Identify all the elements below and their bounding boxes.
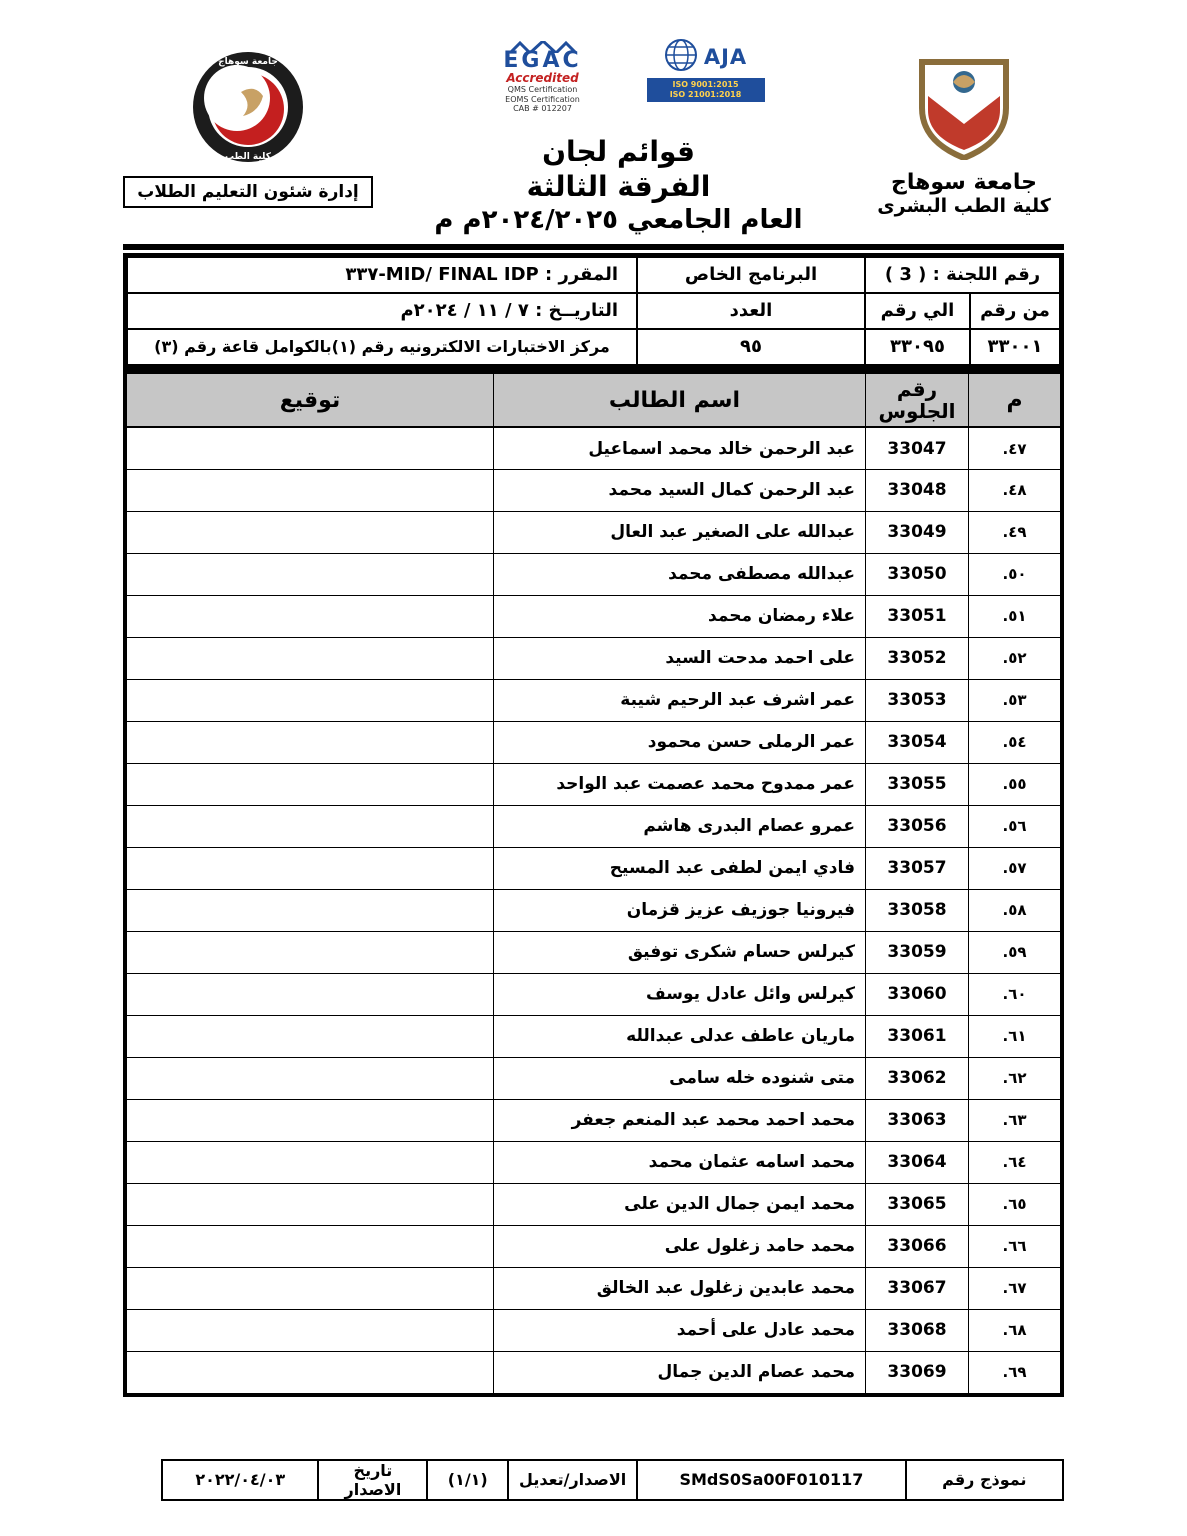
student-name-cell: عمر الرملى حسن محمود — [494, 721, 866, 763]
header-divider — [123, 244, 1064, 250]
aja-globe-icon — [664, 38, 698, 76]
table-row — [127, 553, 1061, 595]
committee-block — [123, 253, 1064, 1397]
from-value-cell: ٣٣٠٠١ — [970, 329, 1060, 365]
to-label-cell: الي رقم — [865, 293, 970, 329]
seat-number-cell: 33065 — [866, 1183, 969, 1225]
serial-cell: ٤٧. — [969, 427, 1061, 469]
svg-text:جامعة سوهاج: جامعة سوهاج — [218, 57, 278, 67]
seat-number-cell: 33050 — [866, 553, 969, 595]
table-row — [127, 637, 1061, 679]
table-row — [127, 511, 1061, 553]
signature-cell — [127, 469, 494, 511]
serial-cell: ٥٥. — [969, 763, 1061, 805]
table-row — [127, 1309, 1061, 1351]
serial-cell: ٦٧. — [969, 1267, 1061, 1309]
student-name-cell: كيرلس وائل عادل يوسف — [494, 973, 866, 1015]
signature-cell — [127, 1267, 494, 1309]
table-row — [127, 889, 1061, 931]
university-name: جامعة سوهاج — [891, 170, 1037, 195]
title-line3: العام الجامعي ٢٠٢٤/٢٠٢٥م م — [434, 205, 803, 235]
egac-line1: QMS Certification — [507, 85, 578, 95]
table-row — [127, 1351, 1061, 1393]
svg-text:كلية الطب: كلية الطب — [225, 152, 271, 162]
student-name-cell: فادي ايمن لطفى عبد المسيح — [494, 847, 866, 889]
table-row — [127, 679, 1061, 721]
signature-header: توقيع — [127, 373, 494, 427]
signature-cell — [127, 1015, 494, 1057]
aja-iso1: ISO 9001:2015 — [672, 80, 739, 89]
seat-number-cell: 33048 — [866, 469, 969, 511]
signature-cell — [127, 805, 494, 847]
signature-cell — [127, 1141, 494, 1183]
form-number-label: نموذج رقم — [906, 1460, 1063, 1500]
seat-number-cell: 33049 — [866, 511, 969, 553]
seat-number-cell: 33064 — [866, 1141, 969, 1183]
students-table-header — [127, 373, 1061, 427]
seat-header: رقم الجلوس — [866, 373, 969, 427]
seat-number-cell: 33054 — [866, 721, 969, 763]
signature-cell — [127, 1057, 494, 1099]
serial-cell: ٦٨. — [969, 1309, 1061, 1351]
admin-department-box: إدارة شئون التعليم الطلاب — [123, 176, 373, 208]
signature-cell — [127, 637, 494, 679]
signature-cell — [127, 1309, 494, 1351]
seat-number-cell: 33055 — [866, 763, 969, 805]
exam-date-cell: التاريــخ : ٧ / ١١ / ٢٠٢٤م — [127, 293, 637, 329]
program-cell: البرنامج الخاص — [637, 257, 865, 293]
student-name-cell: على احمد مدحت السيد — [494, 637, 866, 679]
count-label-cell: العدد — [637, 293, 865, 329]
faculty-crest-icon — [914, 145, 1014, 164]
signature-cell — [127, 721, 494, 763]
to-value-cell: ٣٣٠٩٥ — [865, 329, 970, 365]
egac-logo — [473, 38, 613, 114]
student-name-cell: عبد الرحمن خالد محمد اسماعيل — [494, 427, 866, 469]
serial-cell: ٥٨. — [969, 889, 1061, 931]
egac-word: EGAC — [503, 48, 582, 73]
seat-number-cell: 33051 — [866, 595, 969, 637]
student-name-cell: فيرونيا جوزيف عزيز قزمان — [494, 889, 866, 931]
issue-value: (١/١) — [427, 1460, 508, 1500]
table-row — [127, 1267, 1061, 1309]
issue-label: الاصدار/تعديل — [508, 1460, 637, 1500]
section-separator — [126, 366, 1061, 373]
count-value-cell: ٩٥ — [637, 329, 865, 365]
student-name-cell: محمد حامد زغلول على — [494, 1225, 866, 1267]
student-name-cell: محمد عادل على أحمد — [494, 1309, 866, 1351]
signature-cell — [127, 973, 494, 1015]
seat-number-cell: 33062 — [866, 1057, 969, 1099]
seat-number-cell: 33069 — [866, 1351, 969, 1393]
serial-cell: ٥٩. — [969, 931, 1061, 973]
egac-line2: EOMS Certification — [505, 94, 580, 104]
form-number-code: SMdS0Sa00F010117 — [637, 1460, 905, 1500]
student-name-cell: محمد عصام الدين جمال — [494, 1351, 866, 1393]
signature-cell — [127, 553, 494, 595]
table-row — [127, 1015, 1061, 1057]
signature-cell — [127, 1225, 494, 1267]
serial-cell: ٦٩. — [969, 1351, 1061, 1393]
serial-cell: ٦٢. — [969, 1057, 1061, 1099]
seat-number-cell: 33056 — [866, 805, 969, 847]
student-name-cell: محمد عابدين زغلول عبد الخالق — [494, 1267, 866, 1309]
signature-cell — [127, 1351, 494, 1393]
student-name-cell: عمر ممدوح محمد عصمت عبد الواحد — [494, 763, 866, 805]
committee-info-table — [126, 256, 1061, 366]
table-row — [127, 427, 1061, 469]
signature-cell — [127, 595, 494, 637]
egac-line3: CAB # 012207 — [513, 104, 572, 114]
serial-cell: ٦١. — [969, 1015, 1061, 1057]
table-row — [127, 469, 1061, 511]
student-name-cell: عبدالله مصطفى محمد — [494, 553, 866, 595]
title-line2: الفرقة الثالثة — [526, 170, 711, 203]
signature-cell — [127, 511, 494, 553]
serial-header: م — [969, 373, 1061, 427]
serial-cell: ٦٥. — [969, 1183, 1061, 1225]
committee-number-cell: رقم اللجنة : ( 3 ) — [865, 257, 1060, 293]
serial-cell: ٥٠. — [969, 553, 1061, 595]
from-label-cell: من رقم — [970, 293, 1060, 329]
header-center — [373, 38, 864, 238]
table-row — [127, 973, 1061, 1015]
serial-cell: ٦٤. — [969, 1141, 1061, 1183]
aja-logo — [647, 38, 765, 102]
name-header: اسم الطالب — [494, 373, 866, 427]
serial-cell: ٤٨. — [969, 469, 1061, 511]
table-row — [127, 847, 1061, 889]
egac-accredited: Accredited — [506, 71, 579, 85]
table-row — [127, 1141, 1061, 1183]
seat-number-cell: 33068 — [866, 1309, 969, 1351]
course-cell: المقرر : MID/ FINAL IDP-٣٣٧ — [127, 257, 637, 293]
student-name-cell: عمرو عصام البدرى هاشم — [494, 805, 866, 847]
seat-number-cell: 33057 — [866, 847, 969, 889]
faculty-name: كلية الطب البشرى — [877, 195, 1051, 217]
student-name-cell: عبدالله على الصغير عبد العال — [494, 511, 866, 553]
student-name-cell: محمد احمد محمد عبد المنعم جعفر — [494, 1099, 866, 1141]
table-row — [127, 1225, 1061, 1267]
student-name-cell: عمر اشرف عبد الرحيم شيبة — [494, 679, 866, 721]
serial-cell: ٥٤. — [969, 721, 1061, 763]
page-header — [123, 38, 1064, 238]
table-row — [127, 1183, 1061, 1225]
serial-cell: ٦٠. — [969, 973, 1061, 1015]
university-logo-icon — [189, 57, 307, 170]
footer-form-table — [161, 1459, 1064, 1501]
seat-number-cell: 33047 — [866, 427, 969, 469]
issue-date-value: ٢٠٢٢/٠٤/٠٣ — [162, 1460, 318, 1500]
signature-cell — [127, 763, 494, 805]
seat-number-cell: 33059 — [866, 931, 969, 973]
seat-number-cell: 33066 — [866, 1225, 969, 1267]
student-name-cell: محمد اسامه عثمان محمد — [494, 1141, 866, 1183]
seat-number-cell: 33067 — [866, 1267, 969, 1309]
table-row — [127, 805, 1061, 847]
table-row — [127, 1057, 1061, 1099]
exam-location-cell: مركز الاختبارات الالكترونيه رقم (١)بالكوامل قاعة رقم (٣) — [127, 329, 637, 365]
seat-number-cell: 33060 — [866, 973, 969, 1015]
signature-cell — [127, 889, 494, 931]
table-row — [127, 763, 1061, 805]
student-name-cell: ماريان عاطف عدلى عبدالله — [494, 1015, 866, 1057]
serial-cell: ٥٦. — [969, 805, 1061, 847]
serial-cell: ٤٩. — [969, 511, 1061, 553]
students-table — [126, 373, 1061, 1394]
signature-cell — [127, 1183, 494, 1225]
student-name-cell: متى شنوده خله سامى — [494, 1057, 866, 1099]
serial-cell: ٦٣. — [969, 1099, 1061, 1141]
aja-iso2: ISO 21001:2018 — [669, 90, 742, 99]
student-name-cell: محمد ايمن جمال الدين على — [494, 1183, 866, 1225]
serial-cell: ٥٧. — [969, 847, 1061, 889]
title-line1: قوائم لجان — [542, 135, 695, 168]
signature-cell — [127, 1099, 494, 1141]
seat-number-cell: 33061 — [866, 1015, 969, 1057]
serial-cell: ٦٦. — [969, 1225, 1061, 1267]
signature-cell — [127, 847, 494, 889]
issue-date-label: تاريخ الاصدار — [318, 1460, 427, 1500]
serial-cell: ٥٣. — [969, 679, 1061, 721]
signature-cell — [127, 931, 494, 973]
seat-number-cell: 33058 — [866, 889, 969, 931]
faculty-crest-block — [864, 38, 1064, 217]
university-logo-block — [123, 38, 373, 208]
table-row — [127, 595, 1061, 637]
table-row — [127, 721, 1061, 763]
student-name-cell: علاء رمضان محمد — [494, 595, 866, 637]
aja-word: AJA — [703, 45, 748, 69]
signature-cell — [127, 679, 494, 721]
serial-cell: ٥٢. — [969, 637, 1061, 679]
seat-number-cell: 33063 — [866, 1099, 969, 1141]
student-name-cell: كيرلس حسام شكرى توفيق — [494, 931, 866, 973]
table-row — [127, 931, 1061, 973]
signature-cell — [127, 427, 494, 469]
serial-cell: ٥١. — [969, 595, 1061, 637]
seat-number-cell: 33052 — [866, 637, 969, 679]
student-name-cell: عبد الرحمن كمال السيد محمد — [494, 469, 866, 511]
table-row — [127, 1099, 1061, 1141]
seat-number-cell: 33053 — [866, 679, 969, 721]
